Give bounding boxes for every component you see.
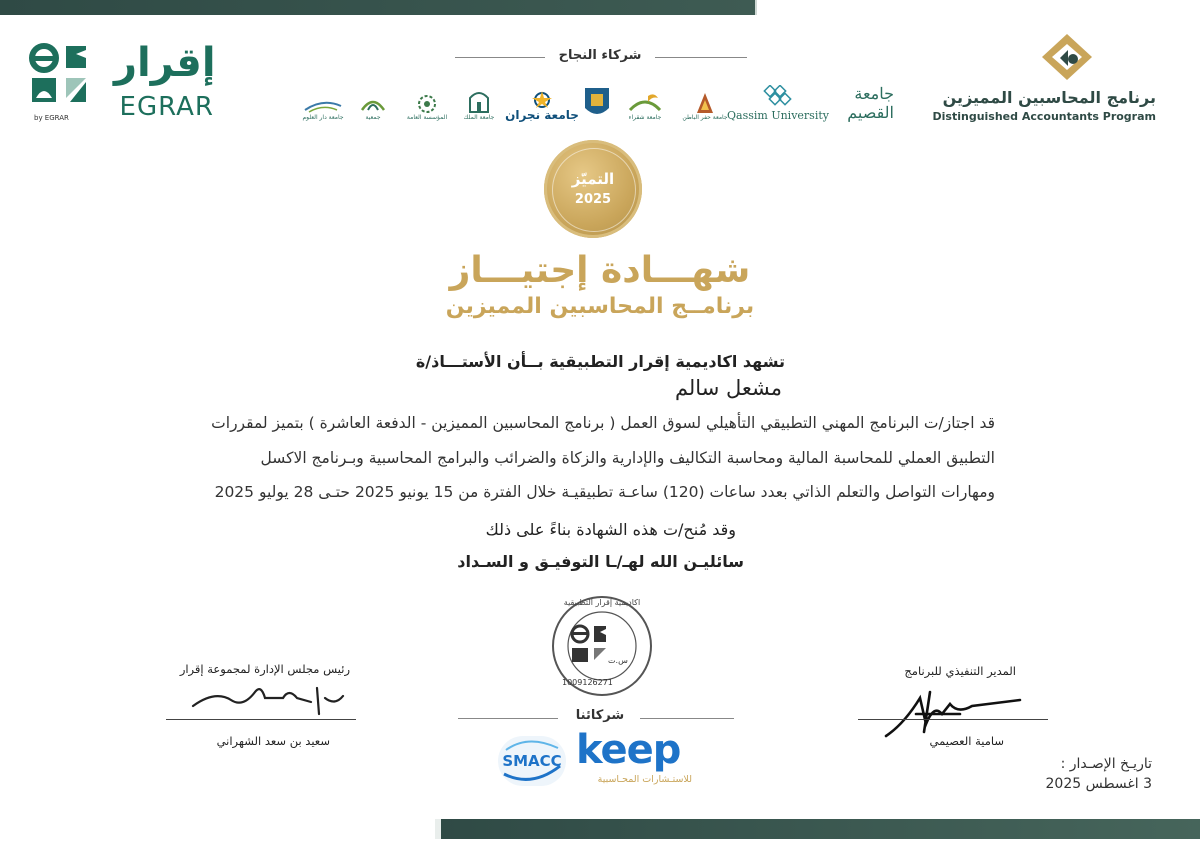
left-signatory-name: سعيد بن سعد الشهراني	[216, 734, 330, 748]
recipient-name: مشعل سالم	[674, 376, 782, 400]
partner-logo-hafr	[676, 80, 734, 122]
body-line-2: التطبيق العملي للمحاسبة المالية ومحاسبة التكاليف والإدارية والزكاة والضرائب والبرامج المحاسبية وبـرنامج الاكسل	[260, 449, 995, 467]
mosque-emblem-icon	[466, 88, 492, 114]
granted-statement: وقد مُنح/ت هذه الشهادة بناءً على ذلك	[485, 520, 736, 539]
body-line-3: ومهارات التواصل والتعلم الذاتي بعدد ساعات (120) ساعـة تطبيقيـة خلال الفترة من 15 يونيو 2025 حتـى 28 يوليو 2025	[214, 483, 995, 501]
partner-label: المؤسسة العامة	[406, 114, 448, 121]
body-line-1: قد اجتاز/ت البرنامج المهني التطبيقي التأهيلي لسوق العمل ( برنامج المحاسبين المميزين - الدفعة العاشرة ) بتميز لمقررات	[211, 414, 995, 432]
partner-label: جامعة حفر الباطن	[682, 114, 728, 121]
qassim-pattern-icon	[760, 85, 796, 109]
smacc-logo	[498, 736, 566, 786]
witness-statement: تشهد اكاديمية إقرار التطبيقية بــأن الأستـــاذ/ة	[415, 352, 785, 371]
dar-aloloom-emblem-icon	[303, 100, 343, 114]
program-arabic-name: برنامج المحاسبين المميزين	[942, 88, 1156, 107]
partner-logo-tvtc	[404, 80, 450, 122]
right-signature-line	[858, 719, 1048, 720]
shaqra-emblem-icon	[628, 92, 662, 114]
program-logo	[932, 32, 1170, 128]
partner-logo-najran	[505, 80, 579, 122]
partner-logo-king	[580, 80, 614, 122]
egrar-english-wordmark: EGRAR	[119, 92, 214, 122]
seal-text-excellence: التميّز	[571, 170, 615, 188]
right-signatory-name: سامية العصيمي	[929, 734, 1004, 748]
partners-rule-right	[655, 57, 747, 58]
hafr-emblem-icon	[696, 92, 714, 114]
left-signature-line	[166, 719, 356, 720]
left-signatory-title: رئيس مجلس الإدارة لمجموعة إقرار	[179, 662, 350, 676]
top-border-bar	[0, 0, 755, 15]
partner-label: جامعة القصيم	[847, 84, 894, 122]
najran-emblem-icon	[530, 90, 554, 108]
association-emblem-icon	[358, 92, 388, 114]
stamp-cr-number: 1009126271	[562, 678, 613, 687]
partner-logo-dar-aloloom	[300, 80, 346, 122]
egrar-mark-icon	[28, 40, 100, 120]
our-partners-title: شركائنا	[575, 708, 625, 723]
program-mark-icon	[1038, 32, 1096, 82]
right-signature-scribble	[880, 684, 1030, 740]
egrar-logo	[28, 40, 218, 126]
partner-label: جامعة الملك	[463, 114, 495, 121]
excellence-seal	[544, 140, 642, 238]
certificate-title: شهـــادة إجتيـــاز	[449, 250, 751, 291]
partner-label: جامعة دار العلوم	[302, 114, 344, 121]
partner-logo-qassim-ar	[820, 80, 894, 122]
partner-label: جمعية	[365, 114, 381, 121]
wish-statement: سائليـن الله لهـ/ـا التوفيـق و السـداد	[457, 552, 744, 571]
seal-inner-ring	[552, 148, 636, 232]
program-english-name: Distinguished Accountants Program	[932, 110, 1156, 123]
partners-rule-left	[455, 57, 545, 58]
smacc-wordmark: SMACC	[502, 752, 562, 770]
partner-logo-qassim-en	[727, 80, 829, 122]
keep-wordmark: keep	[576, 727, 681, 773]
partner-label: Qassim University	[727, 109, 829, 122]
egrar-arabic-wordmark: إقرار	[114, 40, 216, 86]
top-border-edge	[755, 0, 757, 15]
left-signature-scribble	[185, 680, 345, 720]
issue-date-value: 3 اغسطس 2025	[1045, 776, 1152, 792]
partner-label: جامعة شقراء	[628, 114, 662, 121]
partner-label: جامعة نجران	[505, 108, 579, 122]
egrar-by: by EGRAR	[34, 114, 69, 122]
shield-emblem-icon	[583, 86, 611, 122]
issue-date-label: تاريـخ الإصـدار :	[1060, 756, 1152, 772]
keep-subtitle: للاستـشارات المحـاسبية	[597, 774, 692, 785]
company-stamp	[550, 594, 654, 698]
our-partners-rule-left	[458, 718, 558, 719]
partner-logo-association	[346, 80, 400, 122]
right-signatory-title: المدير التنفيذي للبرنامج	[904, 664, 1016, 678]
certificate-subtitle: برنامــج المحاسبين المميزين	[445, 294, 755, 319]
our-partners-rule-right	[640, 718, 734, 719]
bottom-border-bar	[435, 819, 1200, 839]
seal-year: 2025	[574, 192, 612, 207]
partner-logo-imam	[454, 80, 504, 122]
tvtc-emblem-icon	[417, 94, 437, 114]
bottom-border-edge	[435, 819, 441, 839]
success-partners-title: شركاء النجاح	[558, 48, 642, 63]
partner-logo-shaqra	[618, 80, 672, 122]
stamp-ring-text: اكاديمية إقرار التطبيقية	[563, 598, 641, 607]
stamp-cr-label: س.ت	[608, 656, 628, 665]
